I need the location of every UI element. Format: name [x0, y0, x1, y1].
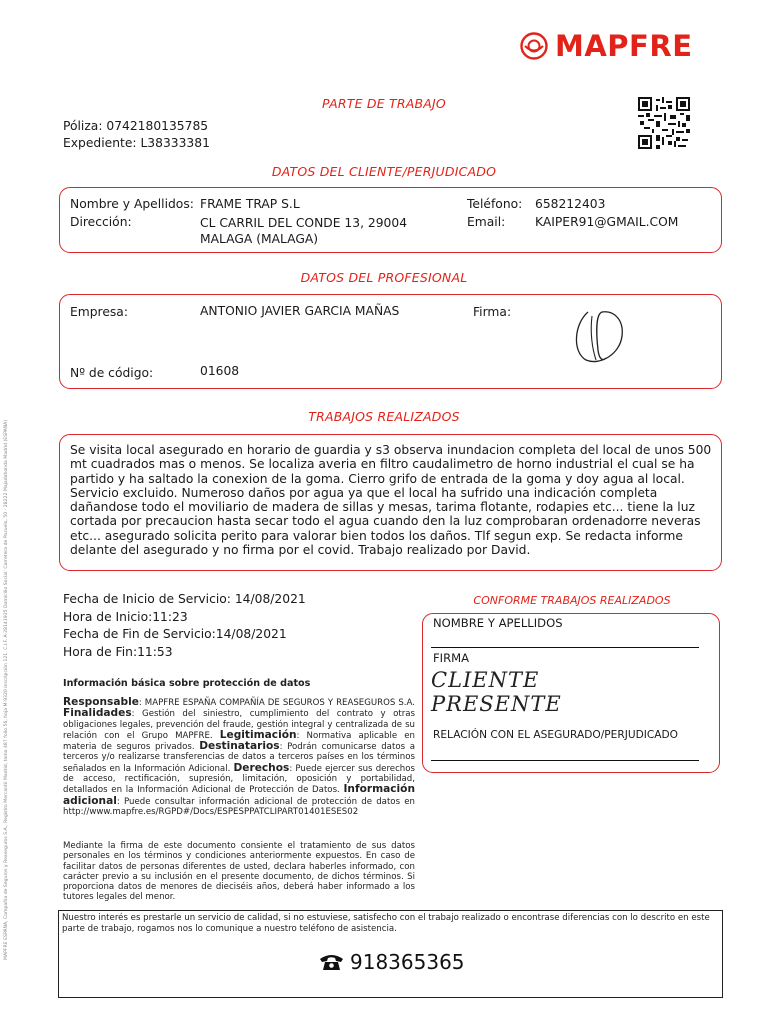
legal-side-text: MAPFRE ESPAÑA, Compañía de Seguros y Reaseguros S.A., Registro Mercantil Madrid, tomo 487 folio 56, hoja M-9320 inscripción 121. C.I.F. A-28141935 Domicilio Social: Carretera de Pozuelo, 50 - 28222 Majadahonda Madrid (ESPAÑA) — [4, 419, 9, 960]
derechos-text: : Puede ejercer sus derechos de acceso, rectificación, supresión, limitación, oposición y portabilidad, detallados en la Información Adicional de Protección de Datos. — [63, 763, 415, 796]
client-email-label: Email: — [467, 215, 506, 229]
poliza-label: Póliza: — [63, 119, 103, 133]
legitimacion-head: Legitimación — [219, 728, 297, 741]
client-name-label: Nombre y Apellidos: — [70, 197, 194, 211]
service-start-date: Fecha de Inicio de Servicio: 14/08/2021 — [63, 592, 306, 606]
conformity-firma-label: FIRMA — [433, 651, 470, 665]
finalidades-head: Finalidades — [63, 707, 132, 720]
codigo-label: Nº de código: — [70, 366, 154, 380]
professional-section-title: DATOS DEL PROFESIONAL — [300, 270, 468, 285]
finalidades-text: : Gestión del siniestro, cumplimiento del contrato y otras obligaciones legales, prevención del fraude, gestión integral y centralizada de su relación con el Grupo MAPFRE. — [63, 709, 415, 741]
phone-icon — [318, 953, 345, 971]
service-start-time: Hora de Inicio:11:23 — [63, 610, 188, 624]
client-email-value: KAIPER91@GMAIL.COM — [535, 215, 679, 229]
codigo-value: 01608 — [200, 364, 240, 378]
empresa-label: Empresa: — [70, 305, 128, 319]
destinatarios-text: : Podrán comunicarse datos a terceros y/o realizarse transferencias de datos a terceros países en los términos señalados en la Información Adicional. — [63, 742, 415, 774]
client-section-title: DATOS DEL CLIENTE/PERJUDICADO — [271, 164, 497, 179]
conformity-name-label: NOMBRE Y APELLIDOS — [433, 616, 563, 630]
mapfre-emblem-icon — [519, 31, 549, 61]
empresa-value: ANTONIO JAVIER GARCIA MAÑAS — [200, 304, 400, 318]
responsable-head: Responsable — [63, 696, 139, 708]
privacy-text — [63, 697, 415, 817]
responsable-text: : MAPFRE ESPAÑA COMPAÑÍA DE SEGUROS Y REASEGUROS S.A. — [138, 698, 415, 708]
expediente-value: L38333381 — [140, 136, 210, 150]
service-end-date: Fecha de Fin de Servicio:14/08/2021 — [63, 627, 287, 641]
service-end-time: Hora de Fin:11:53 — [63, 645, 173, 659]
document-title: PARTE DE TRABAJO — [322, 96, 446, 111]
work-section-title: TRABAJOS REALIZADOS — [308, 409, 460, 424]
client-phone-value: 658212403 — [535, 197, 606, 211]
destinatarios-head: Destinatarios — [199, 740, 280, 753]
poliza-row — [63, 119, 208, 133]
client-phone-label: Teléfono: — [467, 197, 523, 211]
client-name-value: FRAME TRAP S.L — [200, 197, 300, 211]
conformity-relation-label: RELACIÓN CON EL ASEGURADO/PERJUDICADO — [433, 729, 679, 741]
name-line — [431, 647, 699, 648]
derechos-head: Derechos — [233, 761, 290, 774]
adicional-head: Información adicional — [63, 783, 415, 807]
footer-text: Nuestro interés es prestarle un servicio de calidad, si no estuviese, satisfecho con el trabajo realizado o encontrase diferencias con lo descrito en este parte de trabajo, rogamos nos lo comunique a nuestro teléfono de asistencia. — [62, 913, 710, 934]
conformity-title: CONFORME TRABAJOS REALIZADOS — [473, 594, 671, 607]
poliza-value: 0742180135785 — [106, 119, 209, 133]
firma-label: Firma: — [473, 305, 512, 319]
expediente-label: Expediente: — [63, 136, 137, 150]
adicional-text: : Puede consultar información adicional de protección de datos en http://www.mapfre.es/RGPD#/Docs/ESPESPPATCLIPART01401ESES02 — [63, 796, 415, 817]
legitimacion-text: : Normativa aplicable en materia de seguros privados. — [63, 730, 415, 753]
brand-name: MAPFRE — [555, 29, 693, 63]
client-address-value: CL CARRIL DEL CONDE 13, 29004 MALAGA (MALAGA) — [200, 216, 408, 246]
consent-text: Mediante la firma de este documento consiente el tratamiento de sus datos personales en los términos y condiciones anteriormente expuestos. En caso de facilitar datos de personas diferentes de usted, declara haberles informado, con carácter previo a su inclusión en el presente documento, de dichos términos. Si proporciona datos de menores de dieciséis años, deberá haber informado a los tutores legales del menor. — [63, 841, 415, 903]
mapfre-logo — [519, 30, 723, 62]
client-address-label: Dirección: — [70, 215, 132, 229]
client-signature: CLIENTE PRESENTE — [431, 668, 562, 716]
professional-signature — [566, 302, 636, 368]
relation-line — [431, 760, 699, 761]
privacy-title: Información básica sobre protección de datos — [63, 678, 311, 689]
work-description: Se visita local asegurado en horario de guardia y s3 observa inundacion completa del local de unos 500 mt cuadrados mas o menos. Se localiza averia en filtro caudalimetro de horno industrial el cual se ha partido y ha saltado la conexion de la goma. Cierro grifo de entrada de la goma y doy agua al local. Servicio excluido. Numeroso daños por agua ya que el local ha sufrido una indicación completa dañandose todo el moviliario de madera de sillas y mesas, tarima flotante, rodapies etc... tiene la luz cortada por precaucion hasta secar todo el agua cuando den la luz comprobaran ordenadorre neveras etc... asegurado solicita perito para valorar bien todos los daños. Tlf segun exp. Se redacta informe delante del asegurado y no firma por el covid. Trabajo realizado por David. — [70, 443, 712, 558]
assistance-phone-number: 918365365 — [350, 950, 465, 974]
expediente-row — [63, 136, 210, 150]
assistance-phone — [318, 950, 465, 974]
